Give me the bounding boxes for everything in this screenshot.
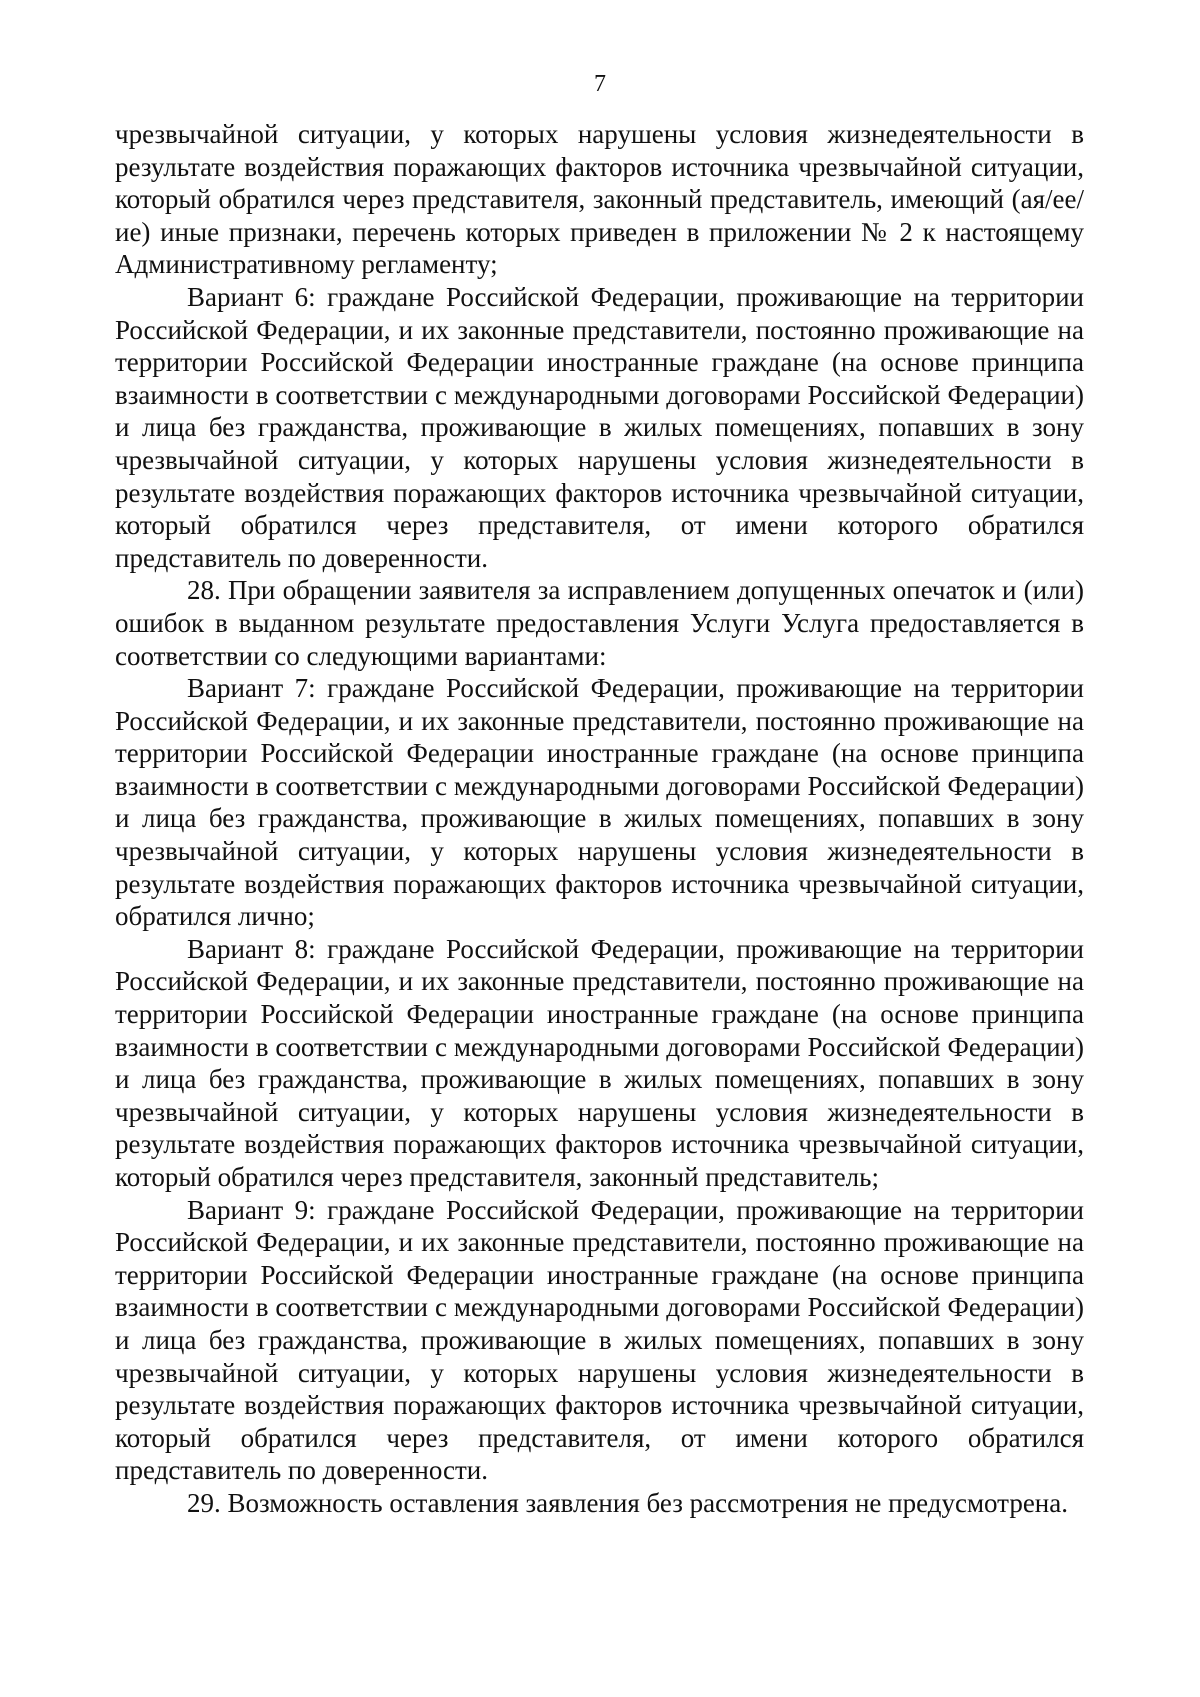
paragraph-variant-9: Вариант 9: граждане Российской Федерации, проживающие на территории Российской Федерации, и их законные представители, постоянно проживающие на территории Российской Федерации иностранные граждане (на основе принципа взаимности в соответствии с международными договорами Российской Федерации) и лица без гражданства, проживающие в жилых помещениях, попавших в зону чрезвычайной ситуации, у которых нарушены условия жизнедеятельности в результате воздействия поражающих факторов источника чрезвычайной ситуации, который обратился через представителя, от имени которого обратился представитель по доверенности. — [115, 1194, 1084, 1486]
paragraph-variant-8: Вариант 8: граждане Российской Федерации, проживающие на территории Российской Федерации, и их законные представители, постоянно проживающие на территории Российской Федерации иностранные граждане (на основе принципа взаимности в соответствии с международными договорами Российской Федерации) и лица без гражданства, проживающие в жилых помещениях, попавших в зону чрезвычайной ситуации, у которых нарушены условия жизнедеятельности в результате воздействия поражающих факторов источника чрезвычайной ситуации, который обратился через представителя, законный представитель; — [115, 933, 1084, 1192]
paragraph-item-28: 28. При обращении заявителя за исправлением допущенных опечаток и (или) ошибок в выданном результате предоставления Услуги Услуга предоставляется в соответствии со следующими вариантами: — [115, 575, 1084, 671]
paragraph-variant-6: Вариант 6: граждане Российской Федерации, проживающие на территории Российской Федерации, и их законные представители, постоянно проживающие на территории Российской Федерации иностранные граждане (на основе принципа взаимности в соответствии с международными договорами Российской Федерации) и лица без гражданства, проживающие в жилых помещениях, попавших в зону чрезвычайной ситуации, у которых нарушены условия жизнедеятельности в результате воздействия поражающих факторов источника чрезвычайной ситуации, который обратился через представителя, от имени которого обратился представитель по доверенности. — [115, 281, 1084, 573]
paragraph-continuation: чрезвычайной ситуации, у которых нарушены условия жизнедеятельности в результате воздействия поражающих факторов источника чрезвычайной ситуации, который обратился через представителя, законный представитель, имеющий (ая/ее/ие) иные признаки, перечень которых приведен в приложении № 2 к настоящему Административному регламенту; — [115, 119, 1084, 280]
paragraph-variant-7: Вариант 7: граждане Российской Федерации, проживающие на территории Российской Федерации, и их законные представители, постоянно проживающие на территории Российской Федерации иностранные граждане (на основе принципа взаимности в соответствии с международными договорами Российской Федерации) и лица без гражданства, проживающие в жилых помещениях, попавших в зону чрезвычайной ситуации, у которых нарушены условия жизнедеятельности в результате воздействия поражающих факторов источника чрезвычайной ситуации, обратился лично; — [115, 673, 1084, 932]
document-body — [115, 118, 1084, 1520]
page-number: 7 — [594, 71, 606, 97]
paragraph-item-29: 29. Возможность оставления заявления без рассмотрения не предусмотрена. — [187, 1487, 1068, 1518]
